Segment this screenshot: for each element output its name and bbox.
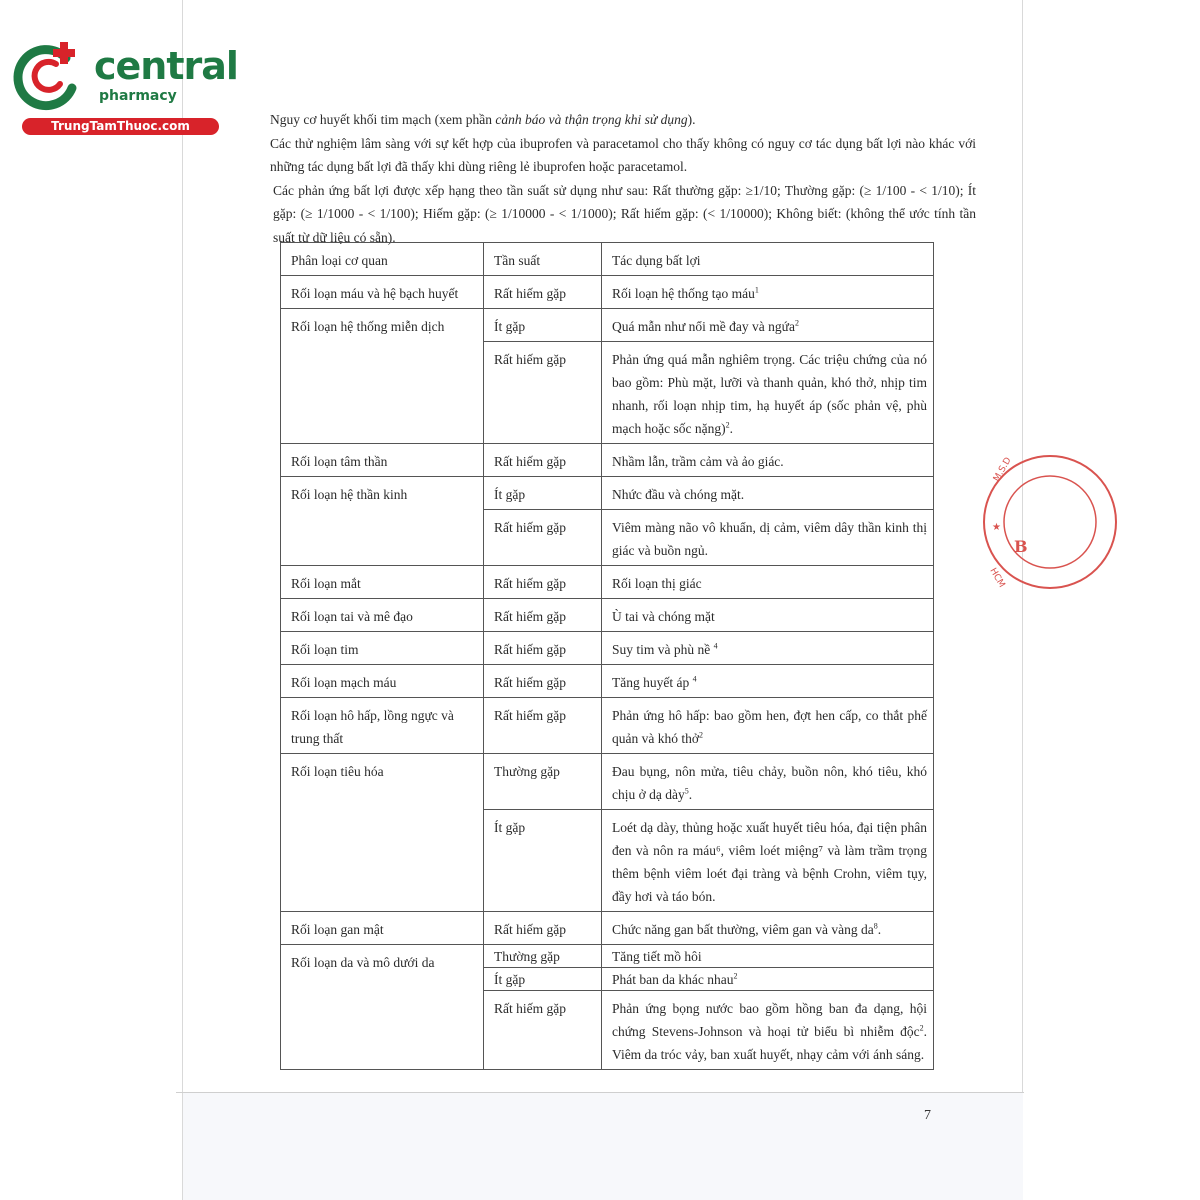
table-row [281, 632, 934, 665]
frequency-cell: Rất hiếm gặp [484, 566, 602, 599]
frequency-cell: Rất hiếm gặp [484, 444, 602, 477]
frequency-cell: Rất hiếm gặp [484, 912, 602, 945]
frequency-cell: Ít gặp [484, 309, 602, 342]
intro-line-1: Nguy cơ huyết khối tim mạch (xem phần cảnh báo và thận trọng khi sử dụng). [270, 112, 696, 127]
frequency-cell: Rất hiếm gặp [484, 665, 602, 698]
effect-cell: Quá mẫn như nổi mề đay và ngứa$^2$ [602, 309, 934, 342]
frequency-cell: Ít gặp [484, 477, 602, 510]
frequency-cell: Rất hiếm gặp [484, 991, 602, 1070]
intro-frequency-definitions: Các phản ứng bất lợi được xếp hạng theo tần suất sử dụng như sau: Rất thường gặp: ≥1/10; Thường gặp: (≥ 1/100 - < 1/10); Ít gặp: (≥ 1/1000 - < 1/100); Hiếm gặp: (≥ 1/10000 - < 1/1000); Rất hiếm gặp: (< 1/10000); Không biết: (không thể ước tính tần suất từ dữ liệu có sẵn). [273, 182, 976, 245]
logo-name: central [94, 44, 238, 88]
svg-text:M.S.D: M.S.D [991, 455, 1014, 484]
organ-class-cell: Rối loạn da và mô dưới da [281, 945, 484, 1070]
intro-paragraph-2: Các thử nghiệm lâm sàng với sự kết hợp của ibuprofen và paracetamol cho thấy không có nguy cơ tác dụng bất lợi nào khác với những tác dụng bất lợi đã thấy khi dùng riêng lẻ ibuprofen hoặc paracetamol. [270, 135, 976, 174]
central-pharmacy-logo [10, 38, 238, 138]
pharmacy-cross-logo-icon [10, 38, 90, 116]
effect-cell: Ù tai và chóng mặt [602, 599, 934, 632]
organ-class-cell: Rối loạn hô hấp, lồng ngực và trung thất [281, 698, 484, 754]
effect-cell: Phát ban da khác nhau$^2$ [602, 968, 934, 991]
organ-class-cell: Rối loạn gan mật [281, 912, 484, 945]
effect-cell: Phản ứng hô hấp: bao gồm hen, đợt hen cấp, co thắt phế quản và khó thở$^2$ [602, 698, 934, 754]
effect-cell: Tăng huyết áp $^4$ [602, 665, 934, 698]
table-row [281, 566, 934, 599]
svg-text:B: B [1014, 537, 1028, 556]
frequency-cell: Rất hiếm gặp [484, 698, 602, 754]
organ-class-cell: Rối loạn hệ thống miễn dịch [281, 309, 484, 444]
effect-cell: Chức năng gan bất thường, viêm gan và vàng $da^8$. [602, 912, 934, 945]
adverse-reactions-table [280, 242, 934, 1070]
effect-cell: Tăng tiết mồ hôi [602, 945, 934, 968]
intro-text [270, 108, 976, 249]
page-bottom-margin [183, 1093, 1023, 1200]
organ-class-cell: Rối loạn tim [281, 632, 484, 665]
page-number: 7 [924, 1108, 931, 1123]
table-row [281, 665, 934, 698]
table-row [281, 754, 934, 810]
effect-cell: Suy tim và phù nề $^4$ [602, 632, 934, 665]
frequency-cell: Rất hiếm gặp [484, 599, 602, 632]
table-row [281, 477, 934, 510]
header-organ-class: Phân loại cơ quan [281, 243, 484, 276]
frequency-cell: Thường gặp [484, 945, 602, 968]
svg-text:HCM: HCM [987, 566, 1007, 590]
frequency-cell: Thường gặp [484, 754, 602, 810]
frequency-cell: Ít gặp [484, 968, 602, 991]
organ-class-cell: Rối loạn tâm thần [281, 444, 484, 477]
table-row [281, 309, 934, 342]
effect-cell: Viêm màng não vô khuẩn, dị cảm, viêm dây thần kinh thị giác và buồn ngủ. [602, 510, 934, 566]
table-row [281, 444, 934, 477]
table-header-row [281, 243, 934, 276]
effect-cell: Phản ứng bọng nước bao gồm hồng ban đa dạng, hội chứng Stevens-Johnson và hoại tử biểu bì nhiễm độc$^2$. Viêm da tróc vảy, ban xuất huyết, nhạy cảm với ánh sáng. [602, 991, 934, 1070]
svg-text:★: ★ [992, 522, 1001, 533]
table-row [281, 698, 934, 754]
organ-class-cell: Rối loạn mạch máu [281, 665, 484, 698]
page-bottom-line [176, 1092, 1024, 1093]
effect-cell: Đau bụng, nôn mửa, tiêu chảy, buồn nôn, khó tiêu, khó chịu ở dạ dày$^5$. [602, 754, 934, 810]
company-stamp-fragment [978, 452, 1028, 592]
table-row [281, 599, 934, 632]
organ-class-cell: Rối loạn tiêu hóa [281, 754, 484, 912]
frequency-cell: Rất hiếm gặp [484, 342, 602, 444]
effect-cell: Rối loạn thị giác [602, 566, 934, 599]
table-row [281, 912, 934, 945]
table-row [281, 945, 934, 968]
organ-class-cell: Rối loạn mắt [281, 566, 484, 599]
header-frequency: Tần suất [484, 243, 602, 276]
table-row [281, 276, 934, 309]
effect-cell: Nhầm lẫn, trầm cảm và ảo giác. [602, 444, 934, 477]
page-edge-left [182, 0, 183, 1200]
logo-website[interactable]: TrungTamThuoc.com [22, 118, 219, 135]
organ-class-cell: Rối loạn hệ thần kinh [281, 477, 484, 566]
header-adverse-effect: Tác dụng bất lợi [602, 243, 934, 276]
organ-class-cell: Rối loạn máu và hệ bạch huyết [281, 276, 484, 309]
effect-cell: Rối loạn hệ thống tạo máu$^1$ [602, 276, 934, 309]
organ-class-cell: Rối loạn tai và mê đạo [281, 599, 484, 632]
frequency-cell: Ít gặp [484, 810, 602, 912]
frequency-cell: Rất hiếm gặp [484, 276, 602, 309]
frequency-cell: Rất hiếm gặp [484, 632, 602, 665]
effect-cell: Phản ứng quá mẫn nghiêm trọng. Các triệu chứng của nó bao gồm: Phù mặt, lưỡi và thanh quản, khó thở, nhịp tim nhanh, rối loạn nhịp tim, hạ huyết áp (sốc phản vệ, phù mạch hoặc sốc nặng)$^2$. [602, 342, 934, 444]
logo-subtitle: pharmacy [99, 88, 177, 104]
effect-cell: Nhức đầu và chóng mặt. [602, 477, 934, 510]
effect-cell: Loét dạ dày, thủng hoặc xuất huyết tiêu hóa, đại tiện phân đen và nôn ra máu⁶, viêm loét miệng⁷ và làm trầm trọng thêm bệnh viêm loét đại tràng và bệnh Crohn, viêm tụy, đầy hơi và táo bón. [602, 810, 934, 912]
frequency-cell: Rất hiếm gặp [484, 510, 602, 566]
